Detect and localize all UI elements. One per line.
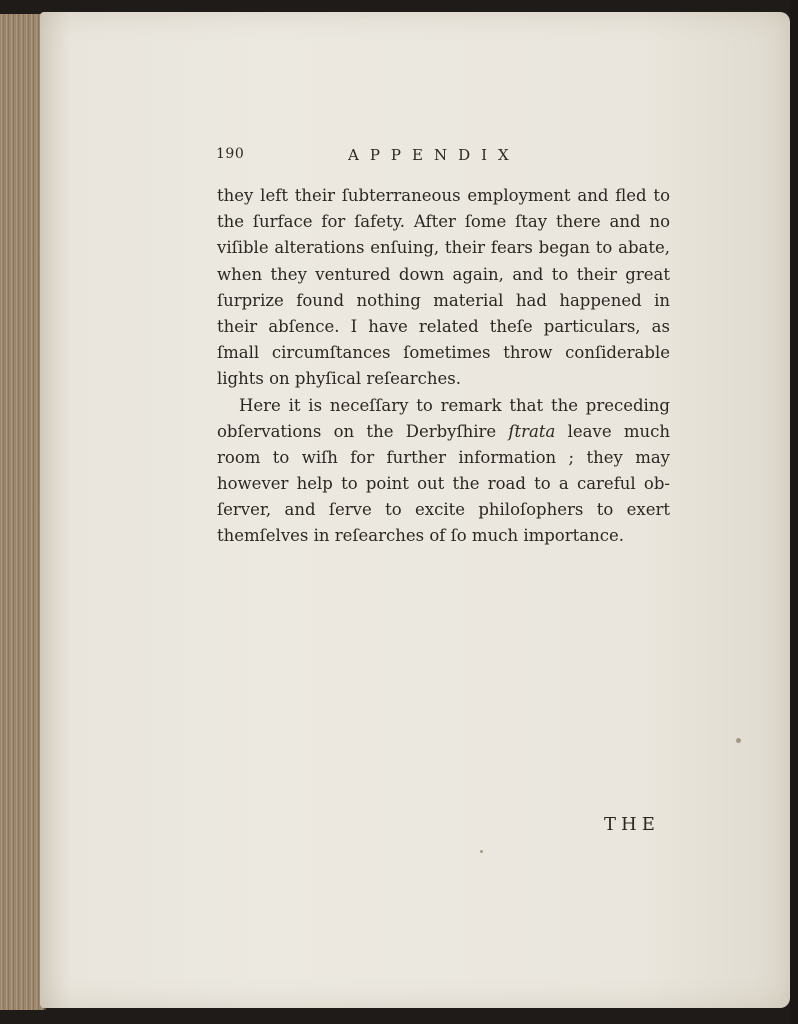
text-line: ſurprize found nothing material had happened in	[217, 290, 670, 310]
text-line: the ſurface for ſafety. After ſome ſtay there and no	[217, 212, 670, 232]
book-cover-edge	[790, 0, 798, 1024]
paper-speck	[736, 738, 741, 743]
book-page	[40, 12, 790, 1008]
text-line: themſelves in reſearches of ſo much importance.	[217, 526, 624, 546]
text-line: when they ventured down again, and to their great	[217, 264, 670, 284]
text-line: room to wiſh for further information ; they may	[217, 447, 670, 467]
text-line: viſible alterations enſuing, their fears began to abate,	[217, 238, 670, 258]
page-header	[212, 146, 672, 168]
catchword: THE	[604, 814, 660, 835]
text-segment: leave much	[555, 421, 670, 441]
text-line-with-italic	[217, 419, 670, 445]
text-line: ſerver, and ſerve to excite philoſophers to exert	[217, 500, 670, 520]
running-title: APPENDIX	[348, 146, 520, 164]
paper-speck	[480, 850, 483, 853]
text-line: lights on phyſical reſearches.	[217, 369, 461, 389]
text-line: they left their ſubterraneous employment and fled to	[217, 186, 670, 205]
text-line: however help to point out the road to a careful ob-	[217, 474, 670, 494]
text-segment: obſervations on the Derbyſhire	[217, 421, 509, 441]
italic-word-strata: ſtrata	[508, 421, 556, 441]
text-line: Here it is neceſſary to remark that the preceding	[239, 395, 670, 415]
text-line: ſmall circumſtances ſometimes throw conſiderable	[217, 343, 670, 363]
page-number: 190	[216, 146, 245, 162]
body-text	[217, 183, 670, 550]
text-line: their abſence. I have related theſe particulars, as	[217, 316, 670, 336]
